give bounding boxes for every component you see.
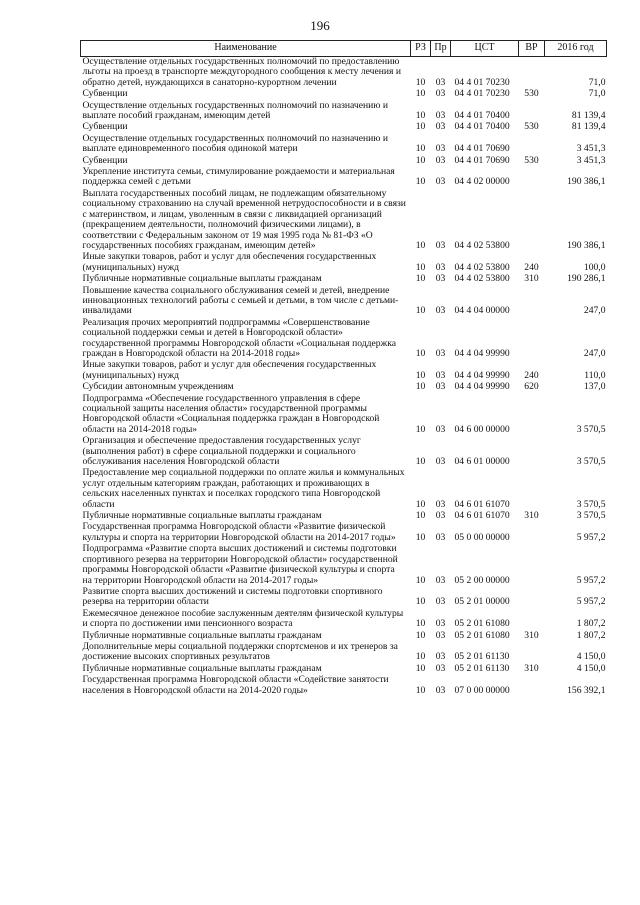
row-pr: 03 [435, 143, 446, 155]
header-cst: ЦСТ [451, 41, 519, 57]
row-rz: 10 [415, 273, 426, 285]
row-amount: 1 807,2 [576, 629, 606, 641]
table-header [81, 41, 607, 57]
row-rz: 10 [415, 498, 426, 510]
row-cst: 05 2 01 61130 [454, 651, 510, 663]
row-pr: 03 [435, 498, 446, 510]
row-amount: 247,0 [583, 347, 606, 359]
table-row [81, 642, 607, 664]
row-amount: 4 150,0 [576, 651, 606, 663]
row-amount: 156 392,1 [567, 684, 606, 696]
row-name: Выплата государственных пособий лицам, не подлежащим обязательному социальному страхованию на случай временной нетрудоспособности и в связи с материнством, и лицам, уволенным в связи с ликвидацией организаций (прекращением деятельности, полномочий физическими лицами), в соответствии с Федеральным законом от 19 мая 1995 года № 81-ФЗ «О государственных пособиях гражданам, имеющим детей» [82, 187, 406, 251]
row-name: Субсидии автономным учреждениям [82, 381, 234, 393]
row-pr: 03 [435, 369, 446, 381]
row-vr [519, 587, 545, 609]
row-rz: 10 [415, 76, 426, 88]
table-row [81, 57, 607, 90]
row-pr: 03 [435, 76, 446, 88]
row-cst: 04 4 02 53800 [454, 273, 510, 285]
row-name: Иные закупки товаров, работ и услуг для обеспечения государственных (муниципальных) нужд [82, 251, 377, 273]
row-rz: 10 [415, 510, 426, 522]
row-vr: 620 [524, 381, 539, 393]
row-amount: 100,0 [583, 261, 606, 273]
row-rz: 10 [415, 381, 426, 393]
row-cst: 07 0 00 00000 [454, 684, 510, 696]
row-name: Дополнительные меры социальной поддержки спортсменов и их тренеров за достижение высоких спортивных результатов [82, 640, 398, 663]
row-vr [519, 318, 545, 361]
row-vr [519, 101, 545, 123]
row-name: Повышение качества социального обслуживания семей и детей, внедрение инновационных технологий работы с семьей и детьми, в том числе с детьми-инвалидами [82, 284, 399, 317]
table-row [81, 587, 607, 609]
row-pr: 03 [435, 273, 446, 285]
row-amount: 3 570,5 [576, 510, 606, 522]
row-name: Организация и обеспечение предоставления государственных услуг (выполнения работ) в сфере социальной поддержки и социального обслуживания населения Новгородской области [82, 435, 361, 468]
row-name: Публичные нормативные социальные выплаты гражданам [82, 662, 322, 674]
table-row [81, 360, 607, 382]
row-rz: 10 [415, 684, 426, 696]
row-rz: 10 [415, 662, 426, 674]
row-rz: 10 [415, 456, 426, 468]
row-rz: 10 [415, 596, 426, 608]
row-name: Публичные нормативные социальные выплаты гражданам [82, 273, 322, 285]
row-name: Государственная программа Новгородской области «Содействие занятости населения в Новгородской области на 2014-2020 годы» [82, 674, 389, 696]
row-name: Публичные нормативные социальные выплаты гражданам [82, 629, 322, 641]
table-row [81, 544, 607, 587]
table-row [81, 274, 607, 285]
row-amount: 71,0 [588, 88, 606, 100]
row-pr: 03 [435, 510, 446, 522]
row-cst: 04 4 04 99990 [454, 347, 510, 359]
row-rz: 10 [415, 88, 426, 100]
row-amount: 190 386,1 [567, 176, 606, 188]
row-vr [519, 189, 545, 252]
row-amount: 71,0 [588, 76, 606, 88]
table-row [81, 252, 607, 274]
row-vr: 530 [524, 88, 539, 100]
row-cst: 04 4 04 99990 [454, 369, 510, 381]
row-vr [519, 468, 545, 511]
table-row [81, 134, 607, 156]
row-amount: 5 957,2 [576, 596, 606, 608]
table-row [81, 89, 607, 100]
row-rz: 10 [415, 110, 426, 122]
row-rz: 10 [415, 629, 426, 641]
row-rz: 10 [415, 154, 426, 166]
row-cst: 04 6 01 00000 [454, 456, 510, 468]
table-row [81, 468, 607, 511]
row-name: Публичные нормативные социальные выплаты гражданам [82, 510, 322, 522]
row-cst: 04 4 01 70400 [454, 110, 510, 122]
row-pr: 03 [435, 261, 446, 273]
row-name: Укрепление института семьи, стимулирование рождаемости и материальная поддержка семей с детьми [82, 166, 395, 188]
row-cst: 04 4 01 70690 [454, 154, 510, 166]
header-name: Наименование [81, 41, 411, 57]
row-pr: 03 [435, 239, 446, 251]
row-cst: 05 2 01 61130 [454, 662, 510, 674]
row-vr: 240 [524, 261, 539, 273]
row-name: Государственная программа Новгородской области «Развитие физической культуры и спорта на территории Новгородской области на 2014-2017 годы» [82, 521, 396, 543]
row-amount: 4 150,0 [576, 662, 606, 674]
row-amount: 3 570,5 [576, 498, 606, 510]
row-cst: 05 2 01 61080 [454, 618, 510, 630]
row-rz: 10 [415, 261, 426, 273]
row-pr: 03 [435, 88, 446, 100]
header-pr: Пр [431, 41, 451, 57]
row-pr: 03 [435, 651, 446, 663]
row-pr: 03 [435, 684, 446, 696]
row-rz: 10 [415, 176, 426, 188]
table-row [81, 189, 607, 252]
row-cst: 04 4 01 70690 [454, 143, 510, 155]
row-name: Субвенции [82, 121, 128, 133]
row-name: Предоставление мер социальной поддержки по оплате жилья и коммунальных услуг отдельным категориям граждан, работающих и проживающих в сельских населенных пунктах и поселках городского типа Новгородской области [82, 467, 405, 510]
row-name: Субвенции [82, 88, 128, 100]
row-pr: 03 [435, 176, 446, 188]
row-vr: 530 [524, 121, 539, 133]
row-rz: 10 [415, 121, 426, 133]
row-name: Осуществление отдельных государственных полномочий по назначению и выплате пособий гражданам, имеющим детей [82, 99, 388, 122]
row-amount: 110,0 [584, 369, 606, 381]
row-vr: 310 [524, 662, 539, 674]
row-amount: 247,0 [583, 305, 606, 317]
row-pr: 03 [435, 121, 446, 133]
row-pr: 03 [435, 574, 446, 586]
row-cst: 05 2 01 61080 [454, 629, 510, 641]
table-row [81, 394, 607, 437]
row-name: Подпрограмма «Обеспечение государственного управления в сфере социальной защиты населения области» государственной программы Новгородской области «Социальная поддержка граждан в Новгородской области на 2014-2018 годы» [82, 392, 380, 435]
row-cst: 05 2 00 00000 [454, 574, 510, 586]
row-amount: 3 451,3 [576, 143, 606, 155]
row-vr: 240 [524, 369, 539, 381]
row-name: Субвенции [82, 154, 128, 166]
row-pr: 03 [435, 305, 446, 317]
row-cst: 04 4 01 70400 [454, 121, 510, 133]
table-row [81, 167, 607, 189]
row-cst: 04 4 01 70230 [454, 88, 510, 100]
row-vr [519, 167, 545, 189]
row-rz: 10 [415, 305, 426, 317]
row-vr [519, 436, 545, 468]
row-rz: 10 [415, 369, 426, 381]
row-rz: 10 [415, 423, 426, 435]
row-rz: 10 [415, 347, 426, 359]
row-pr: 03 [435, 531, 446, 543]
table-row [81, 101, 607, 123]
table-row [81, 522, 607, 544]
row-cst: 04 6 01 61070 [454, 498, 510, 510]
row-pr: 03 [435, 629, 446, 641]
table-body [81, 57, 607, 697]
row-cst: 05 0 00 00000 [454, 531, 510, 543]
row-amount: 81 139,4 [571, 121, 606, 133]
row-amount: 190 286,1 [567, 273, 606, 285]
row-pr: 03 [435, 662, 446, 674]
row-cst: 04 4 02 53800 [454, 239, 510, 251]
row-name: Иные закупки товаров, работ и услуг для обеспечения государственных (муниципальных) нужд [82, 359, 377, 381]
row-pr: 03 [435, 618, 446, 630]
row-amount: 3 451,3 [576, 154, 606, 166]
row-amount: 81 139,4 [571, 110, 606, 122]
row-vr [519, 522, 545, 544]
table-row [81, 286, 607, 318]
row-vr [519, 675, 545, 697]
row-name: Осуществление отдельных государственных полномочий по предоставлению льготы на проезд в транспорте междугородного сообщения к месту лечения и обратно детей, нуждающихся в санаторно-курортном лечении [82, 56, 401, 88]
table-row [81, 382, 607, 393]
row-name: Осуществление отдельных государственных полномочий по назначению и выплате единовременного пособия одинокой матери [82, 132, 388, 155]
row-cst: 04 4 01 70230 [454, 76, 510, 88]
row-cst: 04 4 02 53800 [454, 261, 510, 273]
row-amount: 137,0 [583, 381, 606, 393]
row-cst: 04 4 04 99990 [454, 381, 510, 393]
row-pr: 03 [435, 596, 446, 608]
row-vr [519, 544, 545, 587]
row-name: Реализация прочих мероприятий подпрограммы «Совершенствование социальной поддержки семьи и детей в Новгородской области» государственной программы Новгородской области «Социальная поддержка граждан в Новгородской области на 2014-2018 годы» [82, 316, 396, 359]
row-rz: 10 [415, 618, 426, 630]
row-amount: 5 957,2 [576, 531, 606, 543]
row-vr [519, 134, 545, 156]
header-year: 2016 год [545, 41, 607, 57]
row-vr [519, 57, 545, 90]
table-row [81, 318, 607, 361]
header-rz: РЗ [411, 41, 431, 57]
row-vr: 310 [524, 629, 539, 641]
row-vr: 310 [524, 273, 539, 285]
row-vr [519, 642, 545, 664]
table-row [81, 436, 607, 468]
row-vr [519, 394, 545, 437]
row-rz: 10 [415, 239, 426, 251]
row-pr: 03 [435, 381, 446, 393]
row-cst: 04 6 00 00000 [454, 423, 510, 435]
row-name: Развитие спорта высших достижений и системы подготовки спортивного резерва на территории области [82, 585, 383, 608]
row-rz: 10 [415, 531, 426, 543]
row-rz: 10 [415, 143, 426, 155]
row-vr: 530 [524, 154, 539, 166]
row-vr [519, 286, 545, 318]
row-amount: 3 570,5 [576, 456, 606, 468]
header-vr: ВР [519, 41, 545, 57]
page-number: 196 [310, 18, 330, 33]
table-row [81, 675, 607, 697]
row-pr: 03 [435, 154, 446, 166]
row-pr: 03 [435, 456, 446, 468]
row-cst: 05 2 01 00000 [454, 596, 510, 608]
row-name: Ежемесячное денежное пособие заслуженным деятелям физической культуры и спорта по достижении ими пенсионного возраста [82, 607, 404, 630]
row-amount: 5 957,2 [576, 574, 606, 586]
table-row [81, 609, 607, 631]
row-vr [519, 609, 545, 631]
row-vr: 310 [524, 510, 539, 522]
row-cst: 04 4 02 00000 [454, 176, 510, 188]
row-amount: 3 570,5 [576, 423, 606, 435]
row-pr: 03 [435, 347, 446, 359]
row-cst: 04 6 01 61070 [454, 510, 510, 522]
row-amount: 1 807,2 [576, 618, 606, 630]
row-pr: 03 [435, 110, 446, 122]
row-rz: 10 [415, 574, 426, 586]
row-amount: 190 386,1 [567, 239, 606, 251]
budget-table [80, 40, 607, 697]
row-name: Подпрограмма «Развитие спорта высших достижений и системы подготовки спортивного резерва на территории Новгородской области» государственной программы Новгородской области «Развитие физической культуры и спорта на территории Новгородской области на 2014-2017 годы» [82, 543, 398, 586]
row-pr: 03 [435, 423, 446, 435]
row-rz: 10 [415, 651, 426, 663]
row-cst: 04 4 04 00000 [454, 305, 510, 317]
